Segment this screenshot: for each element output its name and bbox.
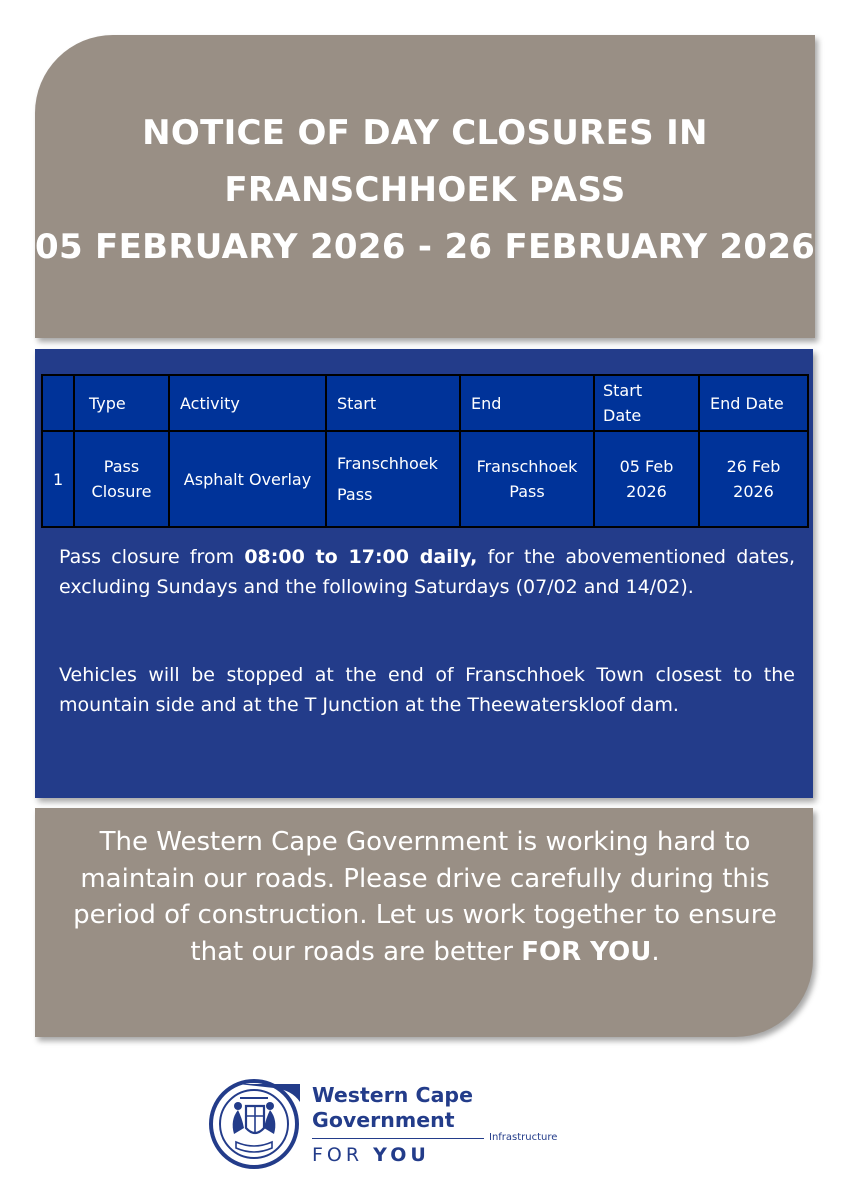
stop-points-text: Vehicles will be stopped at the end of Franschhoek Town closest to the mountain side and at the T Junction at the Theewaterskloof dam.: [59, 664, 795, 716]
header-cell-end: End: [460, 375, 594, 431]
closure-details-panel: [35, 349, 813, 798]
footer-panel: [35, 808, 813, 1037]
closures-table: [41, 374, 809, 528]
logo-name: Western Cape Government: [312, 1083, 473, 1132]
footer-message: The Western Cape Government is working hard to maintain our roads. Please drive carefully during this period of construction. Let us work together to ensure that our roads are better FOR YOU.: [73, 827, 777, 967]
western-cape-government-logo: [208, 1076, 568, 1176]
table-header-row: [42, 375, 808, 431]
logo-department: Infrastructure: [489, 1132, 558, 1143]
title-line-2: FRANSCHHOEK PASS: [224, 170, 626, 210]
table-row: [42, 431, 808, 527]
coat-of-arms-icon: [208, 1076, 304, 1172]
closure-hours-text: Pass closure from 08:00 to 17:00 daily, for the abovementioned dates, excluding Sundays and the following Saturdays (07/02 and 14/02).: [59, 546, 795, 598]
row-end: Franschhoek Pass: [460, 431, 594, 527]
header-cell-activity: Activity: [169, 375, 326, 431]
footer-emphasis: FOR YOU: [521, 936, 652, 967]
row-start: Franschhoek Pass: [326, 431, 460, 527]
row-activity: Asphalt Overlay: [169, 431, 326, 527]
header-cell-index: [42, 375, 74, 431]
title-line-1: NOTICE OF DAY CLOSURES IN: [142, 113, 708, 153]
header-cell-start: Start: [326, 375, 460, 431]
row-end-date: 26 Feb 2026: [699, 431, 808, 527]
header-cell-type: Type: [74, 375, 169, 431]
logo-divider: [312, 1138, 484, 1139]
row-start-date: 05 Feb 2026: [594, 431, 699, 527]
row-index: 1: [42, 431, 74, 527]
closure-hours-bold: 08:00 to 17:00 daily,: [244, 546, 478, 568]
title-line-3: 05 FEBRUARY 2026 - 26 FEBRUARY 2026: [35, 227, 816, 267]
header-panel: [35, 35, 815, 338]
logo-tagline: FOR YOU: [312, 1144, 430, 1166]
header-cell-start-date: Start Date: [594, 375, 699, 431]
header-cell-end-date: End Date: [699, 375, 808, 431]
row-type: Pass Closure: [74, 431, 169, 527]
